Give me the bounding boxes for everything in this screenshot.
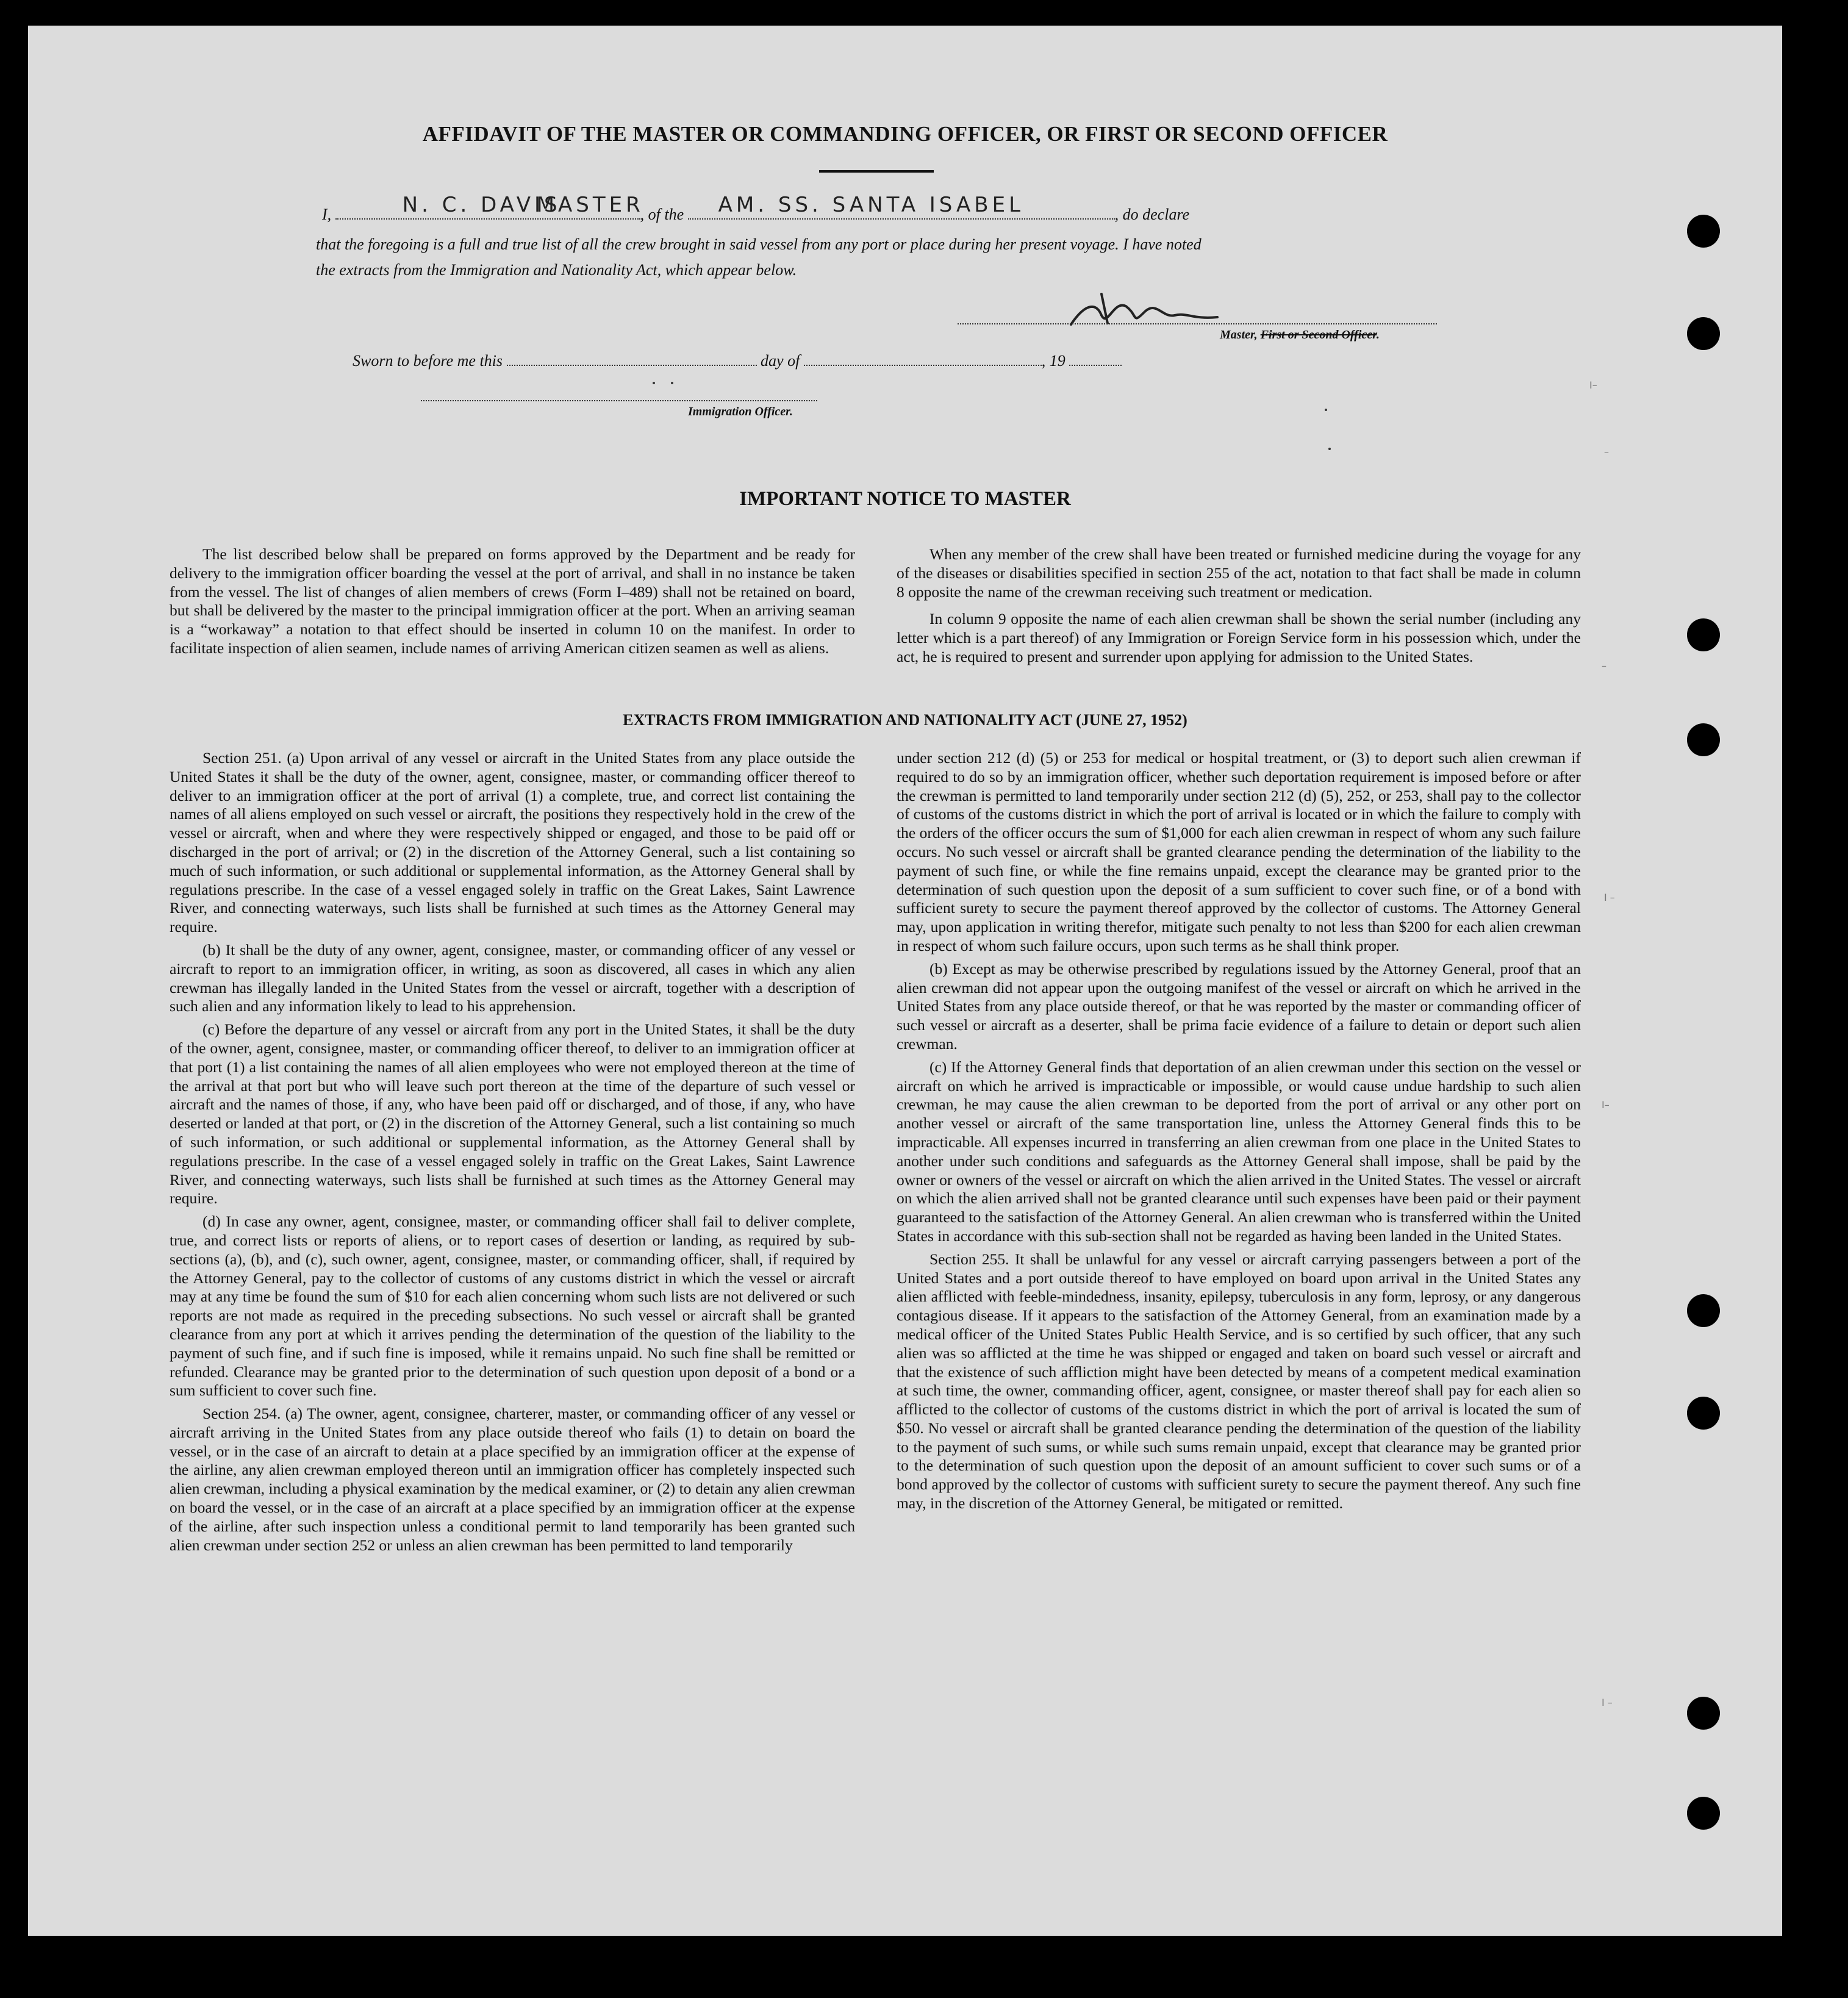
extracts-title: EXTRACTS FROM IMMIGRATION AND NATIONALITY ACT (JUNE 27, 1952) bbox=[623, 711, 1187, 729]
immigration-officer-line bbox=[421, 400, 817, 401]
declaration-line-2: that the foregoing is a full and true list of all the crew brought in said vessel from any port or place during her present voyage. I have noted bbox=[316, 235, 1202, 253]
caption-period: . bbox=[1376, 328, 1380, 342]
affidavit-title: AFFIDAVIT OF THE MASTER OR COMMANDING OFFICER, OR FIRST OR SECOND OFFICER bbox=[422, 122, 1388, 146]
sworn-year-field bbox=[1069, 349, 1122, 366]
extracts-right-column bbox=[897, 749, 1581, 1513]
extracts-left-column bbox=[170, 749, 855, 1555]
punch-hole bbox=[1687, 215, 1720, 248]
margin-mark: – bbox=[1604, 446, 1609, 458]
speck bbox=[653, 382, 655, 384]
name-field bbox=[335, 193, 644, 220]
punch-hole bbox=[1687, 723, 1720, 756]
do-declare-label: , do declare bbox=[1114, 206, 1190, 223]
sworn-day-field bbox=[507, 349, 757, 366]
year-label: , 19 bbox=[1041, 352, 1065, 370]
signature-line bbox=[958, 323, 1437, 324]
margin-mark: I – bbox=[1602, 1697, 1613, 1708]
punch-hole bbox=[1687, 1797, 1720, 1830]
notice-left-column bbox=[170, 545, 855, 658]
speck bbox=[1325, 409, 1327, 411]
signature-caption bbox=[1220, 328, 1380, 342]
margin-mark: I– bbox=[1589, 379, 1597, 391]
section-254-b: (b) Except as may be otherwise prescribed by regulations issued by the Attorney General, proof that an alien crewman did not appear upon the outgoing manifest of the vessel or aircraft on which he arrived in the United States from any place outside thereof, or that he was reported by the master or commanding officer of such vessel or aircraft as a deserter, shall be prima facie evidence of a failure to detain or deport such alien crewman. bbox=[897, 959, 1581, 1053]
sworn-label: Sworn to before me this bbox=[353, 352, 503, 370]
speck bbox=[1328, 448, 1331, 450]
day-of-label: day of bbox=[761, 352, 800, 370]
punch-hole bbox=[1687, 618, 1720, 651]
margin-mark: I – bbox=[1604, 892, 1615, 903]
master-signature bbox=[1065, 282, 1223, 337]
sworn-line bbox=[353, 349, 1122, 370]
section-255: Section 255. It shall be unlawful for any vessel or aircraft carrying passengers between a port of the United States and a port outside thereof to have employed on board upon arrival in the United States any alien afflicted with feeble-mindedness, insanity, epilepsy, tuberculosis in any form, leprosy, or any dangerous contagious disease. If it appears to the satisfaction of the Attorney General, from an examination made by a medical officer of the United States Public Health Service, and is so certified by such officer, that any such alien was so afflicted at the time he was shipped or engaged and taken on board such vessel or aircraft and that the existence of such affliction might have been detected by means of a competent medical examination at such time, the owner, commanding officer, agent, consignee, or master thereof shall pay for each alien so afflicted to the collector of customs of the customs district in which the port of arrival is located the sum of $50. No vessel or aircraft shall be granted clearance pending the determination of the question of the liability to the payment of such sums, or while such sums remain unpaid, except that clearance may be granted prior to the determination of such question upon the deposit of an amount sufficient to cover such sums or of a bond approved by the collector of customs with sufficient surety to secure the payment thereof. Any such fine may, in the discretion of the Attorney General, be mitigated or remitted. bbox=[897, 1250, 1581, 1513]
section-254-c: (c) If the Attorney General finds that deportation of an alien crewman under this section on the vessel or aircraft on which he arrived is impracticable or impossible, or would cause undue hardship to such alien crewman, he may cause the alien crewman to be deported from the port of arrival or any other port on another vessel or aircraft of the same transportation line, unless the Attorney General finds this to be impracticable. All expenses incurred in transferring an alien crewman from one place in the United States to another under such conditions and safeguards as the Attorney General shall impose, shall be paid by the owner or owners of the vessel or aircraft on which the alien arrived in the United States. The vessel or aircraft on which the alien arrived shall not be granted clearance until such expenses have been paid or their payment guaranteed to the satisfaction of the Attorney General. An alien crewman who is transferred within the United States in accordance with this sub-section shall not be regarded as having been landed in the United States. bbox=[897, 1058, 1581, 1245]
punch-hole bbox=[1687, 1294, 1720, 1327]
section-251-b: (b) It shall be the duty of any owner, agent, consignee, master, or commanding officer of any vessel or aircraft to report to an immigration officer, in writing, as soon as discovered, all cases in which any alien crewman has illegally landed in the United States from the vessel or aircraft, together with a description of such alien and any information likely to lead to his apprehension. bbox=[170, 940, 855, 1015]
margin-mark: I– bbox=[1602, 1099, 1610, 1111]
declaration-line bbox=[322, 193, 1190, 224]
vessel-field bbox=[688, 193, 1115, 220]
of-the-label: , of the bbox=[640, 206, 684, 223]
vessel-handwritten: AM. SS. SANTA ISABEL bbox=[718, 193, 1025, 217]
rank-handwritten: MASTER bbox=[536, 193, 644, 217]
punch-hole bbox=[1687, 1697, 1720, 1730]
section-251-a: Section 251. (a) Upon arrival of any vessel or aircraft in the United States from any place outside the United States it shall be the duty of the owner, agent, consignee, master, or commanding officer thereof to deliver to an immigration officer at the port of arrival (1) a complete, true, and correct list containing the names of all aliens employed on such vessel or aircraft, the positions they respectively hold in the crew of the vessel or aircraft, when and where they were respectively shipped or engaged, and those to be paid off or discharged in the port of arrival; or (2) in the discretion of the Attorney General, such a list containing so much of such information, or such additional or supplemental information, as the Attorney General shall by regulations prescribe. In the case of a vessel engaged solely in traffic on the Great Lakes, Saint Lawrence River, and connecting waterways, such lists shall be furnished at such times as the Attorney General may require. bbox=[170, 749, 855, 936]
declaration-line-3: the extracts from the Immigration and Nationality Act, which appear below. bbox=[316, 261, 797, 279]
caption-master: Master, bbox=[1220, 328, 1261, 342]
notice-right-paragraph-1: When any member of the crew shall have been treated or furnished medicine during the voyage for any of the diseases or disabilities specified in section 255 of the act, notation to that fact shall be made in column 8 opposite the name of the crewman receiving such treatment or medication. bbox=[897, 545, 1581, 601]
punch-hole bbox=[1687, 317, 1720, 350]
notice-right-paragraph-2: In column 9 opposite the name of each alien crewman shall be shown the serial number (including any letter which is a part thereof) of any Immigration or Foreign Service form in his possession which, under the act, he is required to present and surrender upon applying for admission to the United States. bbox=[897, 610, 1581, 665]
i-label: I, bbox=[322, 206, 332, 223]
immigration-officer-caption: Immigration Officer. bbox=[688, 405, 793, 418]
section-254-a-continued: under section 212 (d) (5) or 253 for medical or hospital treatment, or (3) to deport such alien crewman if required to do so by an immigration officer, whether such deportation requirement is imposed before or after the crewman is permitted to land temporarily under section 212 (d) (5), 252, or 253, shall pay to the collector of customs of the customs district in which the port of arrival is located or in which the failure to comply with the orders of the officer occurs the sum of $1,000 for each alien crewman in respect of whom any such failure occurs. No such vessel or aircraft shall be granted clearance pending the determination of the liability to the payment of such fine, or while the fine remains unpaid, except the clearance may be granted prior to the determination of such question upon the deposit of a sum sufficient to cover such fine, or of a bond with sufficient surety to secure the payment thereof approved by the collector of customs. The Attorney General may, upon application in writing therefor, mitigate such penalty to not less than $200 for each alien crewman in respect of whom such failure occurs, upon such terms as he shall think proper. bbox=[897, 749, 1581, 954]
margin-mark: – bbox=[1602, 660, 1606, 671]
punch-hole bbox=[1687, 1397, 1720, 1430]
section-251-d: (d) In case any owner, agent, consignee, master, or commanding officer shall fail to deliver complete, true, and correct lists or reports of aliens, or to report cases of desertion or landing, as required by sub-sections (a), (b), and (c), such owner, agent, consignee, master, or commanding officer, shall, if required by the Attorney General, pay to the collector of customs of any customs district in which the vessel or aircraft may at any time be found the sum of $10 for each alien concerning whom such lists are not delivered or such reports are not made as required in the preceding subsections. No such vessel or aircraft shall be granted clearance from any port at which it arrives pending the determination of the question of the liability to the payment of such fine, and if such fine is imposed, while it remains unpaid. No such fine shall be remitted or refunded. Clearance may be granted prior to the determination of such question upon deposit of a bond or a sum sufficient to cover such fine. bbox=[170, 1212, 855, 1400]
notice-left-paragraph: The list described below shall be prepared on forms approved by the Department and be ready for delivery to the immigration officer boarding the vessel at the port of arrival, and shall in no instance be taken from the vessel. The list of changes of alien members of crews (Form I–489) shall not be retained on board, but shall be delivered by the master to the principal immigration officer at the port. When an arriving seaman is a “workaway” a notation to that effect should be inserted in column 10 on the manifest. In order to facilitate inspection of alien seamen, include names of arriving American citizen seamen as well as aliens. bbox=[170, 545, 855, 657]
document-page bbox=[28, 26, 1782, 1936]
speck bbox=[671, 382, 673, 384]
section-251-c: (c) Before the departure of any vessel or aircraft from any port in the United States, it shall be the duty of the owner, agent, consignee, master, or commanding officer thereof, to deliver to an immigration officer at that port (1) a list containing the names of all alien employees who were not employed thereon at the time of the arrival at that port but who will leave such port thereon at the time of the departure of such vessel or aircraft and the names of those, if any, who have been paid off or discharged, and of those, if any, who have deserted or landed at that port, or (2) in the discretion of the Attorney General, such a list containing so much of such information, or such additional or supplemental information, as the Attorney General shall by regulations prescribe. In the case of a vessel engaged solely in traffic on the Great Lakes, Saint Lawrence River, and connecting waterways, such lists shall be furnished at such times as the Attorney General may require. bbox=[170, 1020, 855, 1208]
section-254-a: Section 254. (a) The owner, agent, consignee, charterer, master, or commanding officer of any vessel or aircraft arriving in the United States from any place outside thereof who fails (1) to detain on board the vessel, or in the case of an aircraft to detain at a place specified by an immigration officer at the expense of the airline, any alien crewman employed thereon until an immigration officer has completely inspected such alien crewman, including a physical examination by the medical examiner, or (2) to detain any alien crewman on board the vessel, or in the case of an aircraft at a place specified by an immigration officer at the expense of the airline, after such inspection unless a conditional permit to land temporarily has been granted such alien crewman under section 252 or unless an alien crewman has been permitted to land temporarily bbox=[170, 1405, 855, 1554]
title-underline bbox=[819, 170, 934, 173]
sworn-month-field bbox=[804, 349, 1042, 366]
name-handwritten: N. C. DAVIS bbox=[402, 193, 561, 217]
notice-title: IMPORTANT NOTICE TO MASTER bbox=[739, 488, 1071, 510]
caption-struck-officer: First or Second Officer bbox=[1260, 328, 1377, 342]
notice-right-column bbox=[897, 545, 1581, 667]
